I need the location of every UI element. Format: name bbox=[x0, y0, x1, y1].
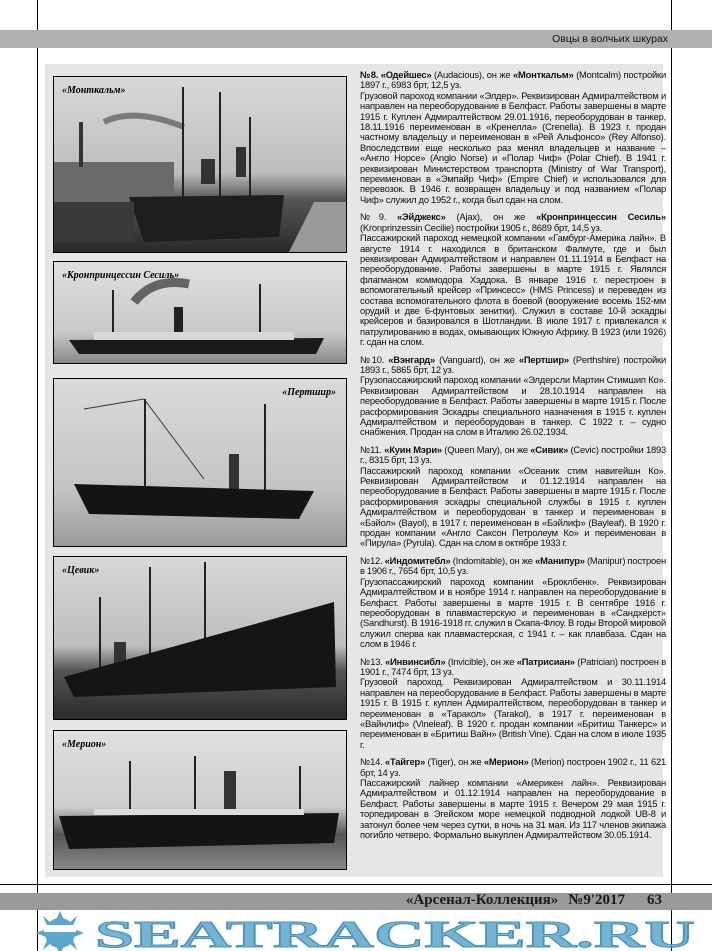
entry-body: Пассажирский пароход компании «Осеаник стим навигейшн Ко». Реквизирован Адмиралтейством и 01.12.1914 направлен на переоборудование в Белфаст. Работы завершены в марте 1915 г. После расформирования эскадры специальной службы в 1915 г. куплен Адмиралтейством и переоборудован в танкер и переименован в «Бэйол» (Bayol), в 1917 г. переименован в «Бэйлиф» (Bayleaf). В 1920 г. продан компании «Англо Саксон Петролеум Ко» и переименован в «Пирула» (Pyrula). Сдан на слом в октябре 1933 г. bbox=[360, 464, 666, 549]
ship-name: «Пертшир» bbox=[518, 353, 569, 365]
ship-name: «Сивик» bbox=[530, 443, 569, 455]
heading-text: (Ajax), он же bbox=[445, 211, 537, 223]
ship-entry bbox=[360, 355, 666, 438]
heading-text: (Audacious), он же bbox=[431, 69, 513, 80]
entry-heading bbox=[360, 70, 666, 91]
running-footer bbox=[0, 893, 712, 910]
heading-text: (Perthshire) постройки 1893 г., 5865 брт, 12 уз. bbox=[360, 353, 666, 375]
heading-text: (Patrician) построен в 1901 г., 7474 брт, 13 уз. bbox=[360, 655, 666, 677]
heading-text: (Montcalm) постройки 1897 г., 6983 брт, 12,5 уз. bbox=[360, 69, 666, 91]
ship-entry bbox=[360, 212, 666, 347]
ship-entry bbox=[360, 757, 666, 840]
heading-text: №13. bbox=[360, 655, 386, 667]
heading-text: №11. bbox=[360, 443, 385, 455]
ship-photo-image bbox=[54, 77, 346, 252]
heading-text: (Cevic) постройки 1893 г., 8315 брт, 13 уз. bbox=[360, 443, 667, 466]
ship-photo-image bbox=[54, 379, 346, 546]
entry-body: Пассажирский лайнер компании «Америкен лайн». Реквизирован Адмиралтейством и 01.12.1914 направлен на переоборудование в Белфаст. Работы завершены в марте 1915 г. Вечером 29 мая 1915 г. торпедирован в Эгейском море немецкой подводной лодкой UB-8 и затонул более чем через сутки, в ночь на 31 мая. Из 117 членов экипажа погибло четверо. Формально выкуплен Адмиралтейством 30.05.1914. bbox=[360, 777, 666, 841]
entry-heading bbox=[360, 556, 666, 577]
heading-text: (Queen Mary), он же bbox=[441, 443, 531, 455]
heading-text: (Tiger), он же bbox=[425, 756, 484, 768]
heading-text: №10. bbox=[360, 353, 389, 365]
watermark-text: SEATRACKER.RU bbox=[95, 914, 695, 951]
entry-body: Грузопассажирский пароход компании «Элдерсли Мартин Стимшип Ко». Реквизирован Адмиралтейством и 28.10.1914 направлен на переоборудование в Белфаст. Работы завершены в марте 1915 г. После расформирования Эскадры специального назначения в 1915 г. куплен Адмиралтейством и переоборудован в танкер. С 1922 г. – судно снабжения. Продан на слом в Италию 26.02.1934. bbox=[360, 374, 666, 438]
heading-text: №9. bbox=[360, 211, 398, 223]
running-header bbox=[0, 30, 712, 48]
photo-caption: «Монткальм» bbox=[62, 85, 126, 96]
entry-body: Грузовой пароход. Реквизирован Адмиралтейством и 30.11.1914 направлен на переоборудование в Белфаст. Работы завершены в марте 1915 г. В 1915 г. куплен Адмиралтейством, переоборудован в танкер и переименован в «Таракол» (Tarakol), в 1917 г. переименован в «Вайнлиф» (Vineleaf). В 1920 г. продан компании «Бритиш Танкерс» и переименован в «Бритиш Вайн» (British Vine). Сдан на слом в июле 1935 г. bbox=[360, 676, 666, 750]
entry-heading bbox=[360, 757, 666, 778]
ship-name: «Эйджекс» bbox=[397, 211, 446, 223]
heading-text: №14. bbox=[360, 756, 385, 768]
photo-caption: «Мерион» bbox=[62, 739, 107, 750]
photo-perthshire bbox=[53, 378, 347, 547]
heading-text: (Vanguard), он же bbox=[435, 353, 519, 365]
photo-merion bbox=[53, 730, 347, 870]
magazine-name: «Арсенал-Коллекция» bbox=[405, 892, 559, 908]
article-text bbox=[360, 70, 666, 847]
ship-entry bbox=[360, 657, 666, 751]
sun-logo-icon bbox=[36, 911, 84, 951]
ship-name: «Манипур» bbox=[535, 554, 585, 566]
ship-name: «Вэнгард» bbox=[388, 353, 436, 365]
heading-text: №12. bbox=[360, 554, 385, 566]
ship-name: №8. bbox=[360, 69, 381, 80]
entry-heading bbox=[360, 445, 666, 466]
ship-photo-image bbox=[54, 731, 346, 869]
ship-entry bbox=[360, 445, 666, 549]
ship-name: «Тайгер» bbox=[384, 756, 426, 768]
section-title: Овцы в волчьих шкурах bbox=[552, 33, 668, 45]
issue-number: №9'2017 bbox=[568, 892, 625, 908]
ship-name: «Патрисиан» bbox=[516, 655, 575, 667]
entry-body: Грузопассажирский пароход компании «Броклбенк». Реквизирован Адмиралтейством и в ноябре 1914 г. направлен на переоборудование в Белфаст. Работы завершены в марте 1915 г. В сентябре 1916 г. переоборудован в плавмастерскую и переименован в «Сандхерст» (Sandhurst). В 1916-1918 гг. служил в Скапа-Флоу. В годы Второй мировой служил сперва как плавмастерская, с 1941 г. – как плавбаза. Сдан на слом в 1946 г. bbox=[360, 575, 666, 650]
entry-heading bbox=[360, 355, 666, 376]
entry-body: Грузовой пароход компании «Элдер». Реквизирован Адмиралтейством и направлен на переоборудование в Белфаст. Работы завершены в марте 1915 г. Куплен Адмиралтейством 29.01.1916, переоборудован в танкер, 18.11.1916 переименован в «Кренелла» (Crenella). В 1923 г. продан частному владельцу и переименован в «Рей Альфонсо» (Rey Alfonso). Впоследствии еще несколько раз менял владельцев и название – «Англо Норсе» (Anglo Norse) и «Полар Чиф» (Polar Chief). В 1941 г. реквизирован Министерством транспорта (Ministry of War Transport), переименован в «Эмпайр Чиф» (Empire Chief) и использовался для перевозок. В 1946 г. возвращен владельцу и под названием «Полар Чиф» служил до 1952 г., когда был сдан на слом. bbox=[360, 89, 666, 205]
crop-mark-bottom bbox=[0, 884, 712, 885]
entry-heading bbox=[360, 657, 666, 678]
page-number: 63 bbox=[647, 892, 662, 908]
ship-name: «Индомитебл» bbox=[384, 554, 451, 566]
ship-entry bbox=[360, 556, 666, 650]
ship-name: «Одейшес» bbox=[380, 69, 432, 80]
entry-heading bbox=[360, 212, 666, 233]
heading-text: (Merion) построен 1902 г., 11 621 брт, 14 уз. bbox=[360, 756, 666, 778]
photo-caption: «Цевик» bbox=[62, 565, 100, 576]
heading-text: (Indomitable), он же bbox=[450, 554, 536, 566]
ship-name: «Мерион» bbox=[483, 756, 529, 768]
ship-name: «Монткальм» bbox=[512, 69, 574, 80]
seatracker-watermark bbox=[0, 911, 712, 951]
heading-text: (Manipur) построен в 1906 г., 7654 брт, 10,5 уз. bbox=[360, 554, 667, 577]
ship-name: «Куин Мэри» bbox=[384, 443, 442, 455]
photo-cevic bbox=[53, 556, 347, 720]
photo-montcalm bbox=[53, 76, 347, 253]
heading-text: (Invicible), он же bbox=[445, 655, 517, 667]
photo-kronprinzessin-cecilie bbox=[53, 261, 347, 364]
crop-mark-left bbox=[37, 0, 38, 951]
ship-name: «Кронпринцессин Сесиль» bbox=[536, 211, 666, 223]
heading-text: (Kronprinzessin Cecilie) постройки 1905 г., 8689 брт, 14,5 уз. bbox=[360, 221, 602, 233]
footer-text bbox=[396, 892, 662, 909]
entry-body: Пассажирский пароход немецкой компании «Гамбург-Америка лайн». В августе 1914 г. находился в британском Фалмуте, где и был реквизирован Адмиралтейством и направлен 01.11.1914 в Белфаст на переоборудование. Работы завершены в марте 1915 г. Являлся флагманом коммодора Хэддока. В январе 1916 г. перестроен в вспомогательный крейсер «Принсесс» (HMS Princess) и переведен из состава вспомогательного флота в боевой (вооружение восемь 152-мм орудий и две 6-фунтовых зенитки). Служил в составе 10-й эскадры крейсеров и базировался в Шотландии. В июле 1917 г. привлекался к патрулированию в водах, омывающих Южную Африку. В 1923 (или 1926) г. сдан на слом. bbox=[360, 232, 666, 348]
crop-mark-right bbox=[671, 0, 672, 951]
photo-caption: «Пертшир» bbox=[282, 387, 336, 398]
ship-entry bbox=[360, 70, 666, 205]
photo-caption: «Кронпринцессин Сесиль» bbox=[62, 270, 180, 281]
ship-photo-image bbox=[54, 557, 346, 719]
ship-name: «Инвинсибл» bbox=[385, 655, 446, 667]
